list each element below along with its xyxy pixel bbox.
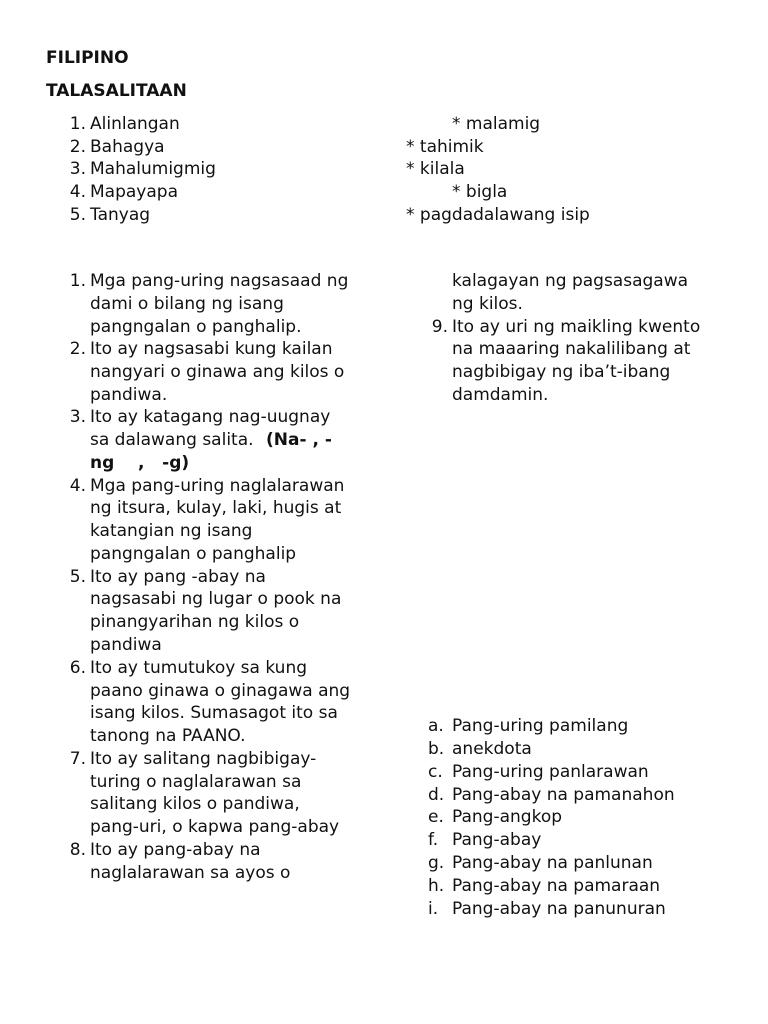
choice-letter: d. — [428, 785, 445, 805]
question-line: pinangyarihan ng kilos o — [90, 612, 300, 632]
question-line: tanong na PAANO. — [90, 726, 246, 746]
question-line: ng itsura, kulay, laki, hugis at — [90, 498, 342, 518]
vocab-meaning: * bigla — [452, 182, 508, 202]
choice-text: Pang-abay na panlunan — [452, 853, 653, 873]
choice-text: anekdota — [452, 739, 532, 759]
question-number: 9. — [431, 317, 448, 337]
vocab-word-text: Alinlangan — [90, 114, 180, 134]
vocab-meaning: * kilala — [406, 159, 465, 179]
question-line: pandiwa — [90, 635, 162, 655]
choice-text: Pang-uring pamilang — [452, 716, 629, 736]
vocab-meaning: * tahimik — [406, 137, 484, 157]
choice-letter: f. — [428, 830, 439, 850]
suffix-hint: ng , -g) — [90, 453, 190, 473]
question-line: isang kilos. Sumasagot ito sa — [90, 703, 338, 723]
question-number: 4. — [69, 476, 86, 496]
question-line: nangyari o ginawa ang kilos o — [90, 362, 345, 382]
question-line: Mga pang-uring nagsasaad ng — [90, 271, 349, 291]
question-number: 2. — [69, 339, 86, 359]
choice-text: Pang-angkop — [452, 807, 563, 827]
section-title: TALASALITAAN — [46, 81, 187, 101]
choice-text: Pang-abay na panunuran — [452, 899, 666, 919]
question-line: damdamin. — [452, 385, 549, 405]
choice-text: Pang-abay — [452, 830, 542, 850]
question-number: 1. — [69, 271, 86, 291]
question-number: 8. — [69, 840, 86, 860]
suffix-hint: (Na- , - — [266, 430, 332, 450]
vocab-number: 3. — [69, 159, 86, 179]
question-line: sa dalawang salita. — [90, 430, 254, 450]
question-line: nagsasabi ng lugar o pook na — [90, 589, 342, 609]
question-line: paano ginawa o ginagawa ang — [90, 681, 351, 701]
question-line: dami o bilang ng isang — [90, 294, 284, 314]
question-number: 7. — [69, 749, 86, 769]
question-line: turing o naglalarawan sa — [90, 772, 302, 792]
question-line: ng kilos. — [452, 294, 523, 314]
choice-text: Pang-uring panlarawan — [452, 762, 649, 782]
choice-letter: g. — [428, 853, 445, 873]
question-line: katangian ng isang — [90, 521, 253, 541]
choice-letter: h. — [428, 876, 445, 896]
vocab-number: 4. — [69, 182, 86, 202]
vocab-word-text: Tanyag — [90, 205, 151, 225]
subject-title: FILIPINO — [46, 48, 129, 68]
question-line: naglalarawan sa ayos o — [90, 863, 291, 883]
vocab-number: 2. — [69, 137, 86, 157]
question-line: pandiwa. — [90, 385, 168, 405]
question-line: Ito ay salitang nagbibigay- — [90, 749, 317, 769]
choice-letter: i. — [428, 899, 439, 919]
choice-letter: c. — [428, 762, 443, 782]
vocab-number: 1. — [69, 114, 86, 134]
choice-text: Pang-abay na pamaraan — [452, 876, 661, 896]
vocab-number: 5. — [69, 205, 86, 225]
vocab-word-text: Mapayapa — [90, 182, 178, 202]
question-line: Ito ay nagsasabi kung kailan — [90, 339, 333, 359]
question-line: Mga pang-uring naglalarawan — [90, 476, 345, 496]
question-line: pangngalan o panghalip. — [90, 317, 302, 337]
question-number: 3. — [69, 407, 86, 427]
question-line: Ito ay tumutukoy sa kung — [90, 658, 308, 678]
vocab-word-text: Mahalumigmig — [90, 159, 216, 179]
vocab-meaning: * pagdadalawang isip — [406, 205, 590, 225]
choice-letter: b. — [428, 739, 445, 759]
choice-text: Pang-abay na pamanahon — [452, 785, 675, 805]
question-number: 5. — [69, 567, 86, 587]
question-line: Ito ay uri ng maikling kwento — [452, 317, 701, 337]
question-line: kalagayan ng pagsasagawa — [452, 271, 689, 291]
vocab-word-text: Bahagya — [90, 137, 165, 157]
choice-letter: a. — [428, 716, 444, 736]
question-line: pang-uri, o kapwa pang-abay — [90, 817, 340, 837]
question-line: salitang kilos o pandiwa, — [90, 794, 300, 814]
vocab-meaning: * malamig — [452, 114, 541, 134]
question-number: 6. — [69, 658, 86, 678]
question-line: Ito ay pang-abay na — [90, 840, 261, 860]
question-line: nagbibigay ng iba’t-ibang — [452, 362, 671, 382]
question-line: pangngalan o panghalip — [90, 544, 297, 564]
choice-letter: e. — [428, 807, 444, 827]
question-line: Ito ay katagang nag-uugnay — [90, 407, 331, 427]
question-line: Ito ay pang -abay na — [90, 567, 266, 587]
question-line: na maaaring nakalilibang at — [452, 339, 691, 359]
